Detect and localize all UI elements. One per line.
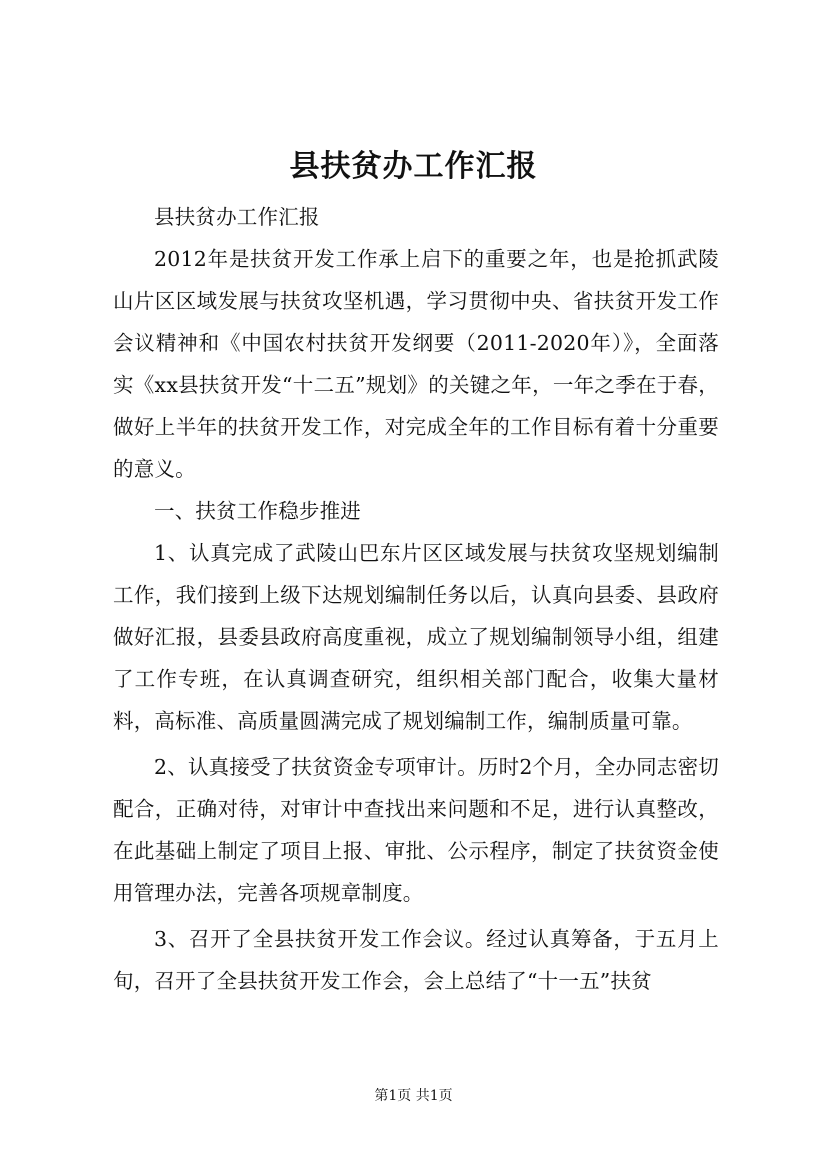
document-title: 县扶贫办工作汇报 <box>289 149 538 184</box>
paragraph-item-2: 2、认真接受了扶贫资金专项审计。历时2个月，全办同志密切配合，正确对待，对审计中查找出来问题和不足，进行认真整改，在此基础上制定了项目上报、审批、公示程序，制定了扶贫资金使用管理办法，完善各项规章制度。 <box>113 755 719 905</box>
section-heading: 一、扶贫工作稳步推进 <box>154 499 361 523</box>
page-footer: 第1页 共1页 <box>374 1088 453 1104</box>
paragraph-subtitle: 县扶贫办工作汇报 <box>154 205 320 229</box>
document-body <box>113 196 719 1002</box>
paragraph-item-3: 3、召开了全县扶贫开发工作会议。经过认真筹备，于五月上旬，召开了全县扶贫开发工作会，会上总结了“十一五”扶贫 <box>113 927 719 993</box>
paragraph-item-1: 1、认真完成了武陵山巴东片区区域发展与扶贫攻坚规划编制工作，我们接到上级下达规划编制任务以后，认真向县委、县政府做好汇报，县委县政府高度重视，成立了规划编制领导小组，组建了工作专班，在认真调查研究，组织相关部门配合，收集大量材料，高标准、高质量圆满完成了规划编制工作，编制质量可靠。 <box>113 541 719 733</box>
paragraph-intro: 2012年是扶贫开发工作承上启下的重要之年，也是抢抓武陵山片区区域发展与扶贫攻坚机遇，学习贯彻中央、省扶贫开发工作会议精神和《中国农村扶贫开发纲要（2011-2020年）》，全面落实《xx县扶贫开发“十二五”规划》的关键之年，一年之季在于春，做好上半年的扶贫开发工作，对完成全年的工作目标有着十分重要的意义。 <box>113 247 719 481</box>
